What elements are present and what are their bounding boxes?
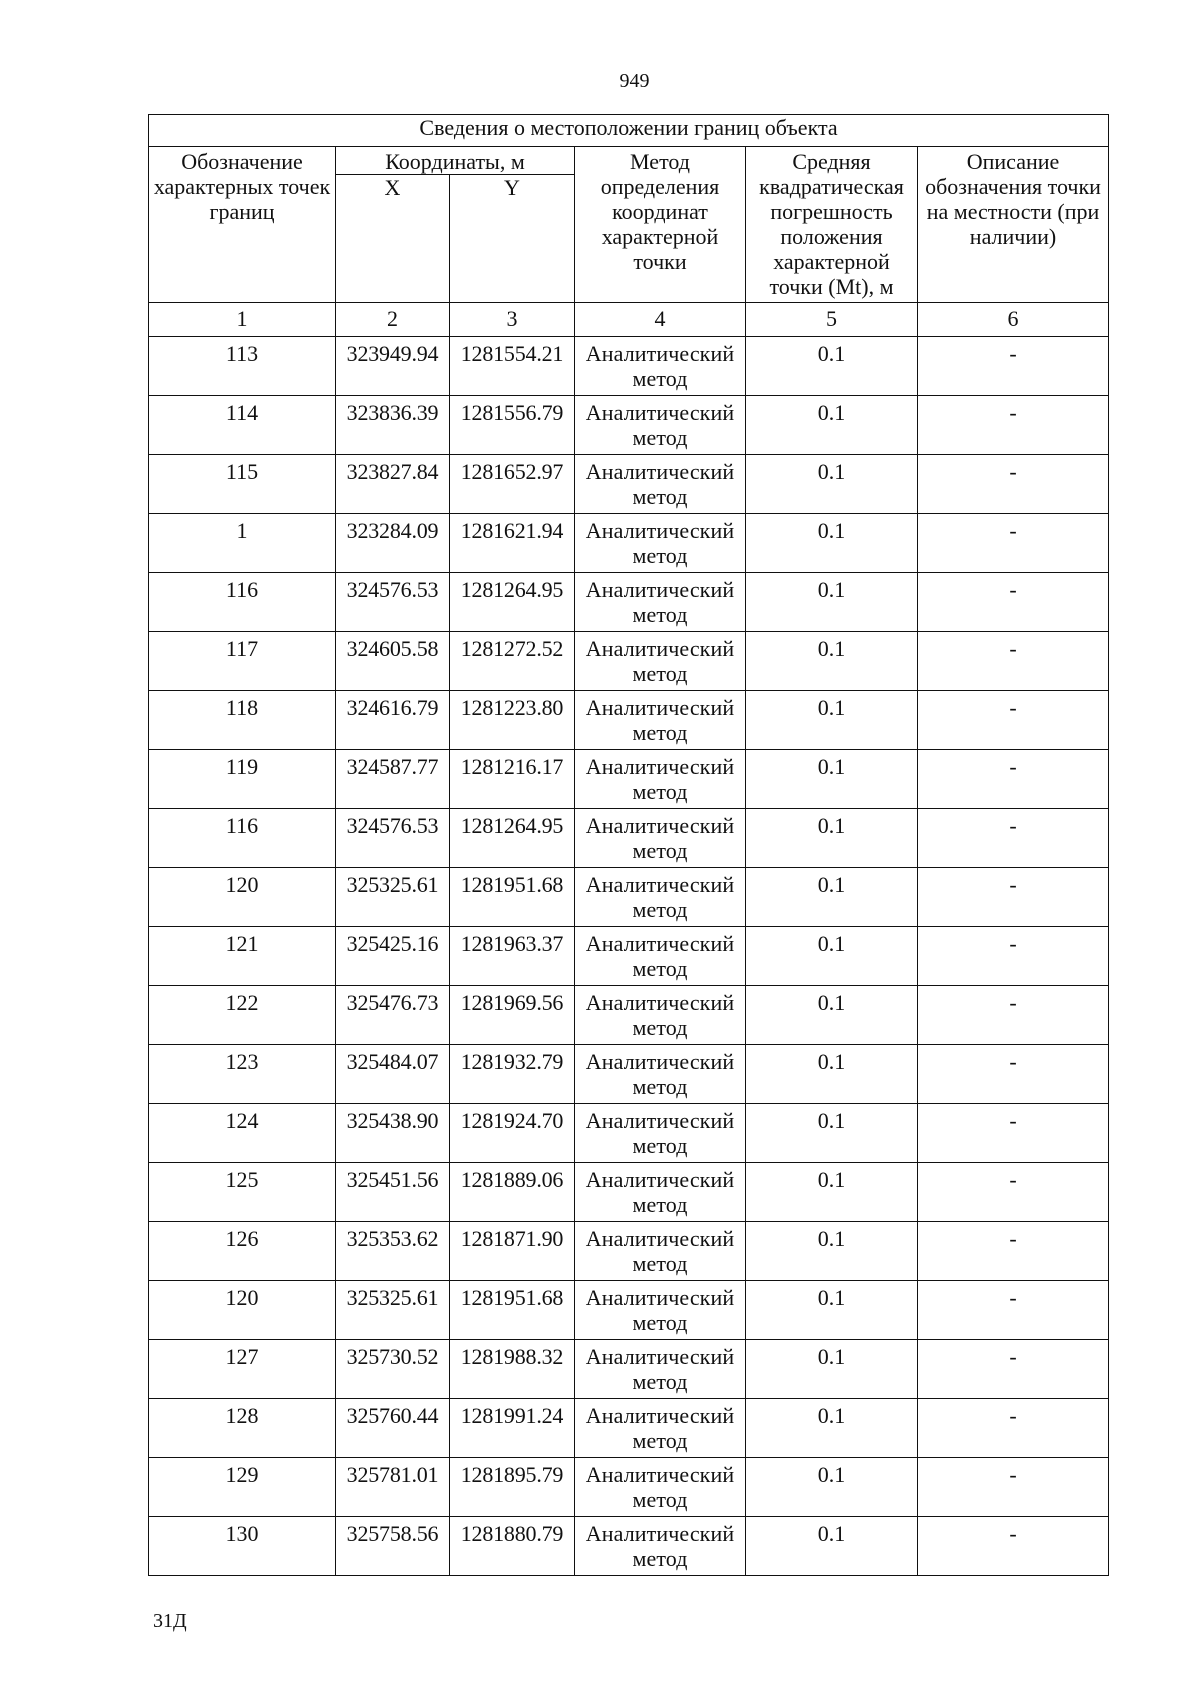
point-id-cell: 119: [149, 750, 336, 809]
x-coordinate-cell: 325484.07: [336, 1045, 450, 1104]
method-cell: Аналитический метод: [575, 396, 746, 455]
y-coordinate-cell: 1281621.94: [450, 514, 575, 573]
y-coordinate-cell: 1281963.37: [450, 927, 575, 986]
table-row: [149, 573, 1109, 632]
method-cell: Аналитический метод: [575, 1340, 746, 1399]
description-cell: -: [918, 986, 1109, 1045]
footer-code: 31Д: [153, 1610, 187, 1632]
column-number: 3: [450, 303, 575, 337]
point-id-cell: 125: [149, 1163, 336, 1222]
x-coordinate-cell: 325760.44: [336, 1399, 450, 1458]
table-body: [149, 115, 1109, 1576]
description-cell: -: [918, 1399, 1109, 1458]
y-coordinate-cell: 1281932.79: [450, 1045, 575, 1104]
error-cell: 0.1: [746, 396, 918, 455]
method-cell: Аналитический метод: [575, 1281, 746, 1340]
description-cell: -: [918, 455, 1109, 514]
x-coordinate-cell: 325476.73: [336, 986, 450, 1045]
table-row: [149, 1163, 1109, 1222]
error-cell: 0.1: [746, 514, 918, 573]
description-cell: -: [918, 1045, 1109, 1104]
table-row: [149, 1399, 1109, 1458]
table-row: [149, 632, 1109, 691]
point-id-cell: 120: [149, 1281, 336, 1340]
table-row: [149, 1458, 1109, 1517]
description-cell: -: [918, 1104, 1109, 1163]
error-cell: 0.1: [746, 573, 918, 632]
description-cell: -: [918, 1458, 1109, 1517]
table-row: [149, 514, 1109, 573]
table-caption: Сведения о местоположении границ объекта: [149, 115, 1109, 147]
x-coordinate-cell: 324576.53: [336, 573, 450, 632]
header-error: Средняя квадратическая погрешность положения характерной точки (Mt), м: [746, 147, 918, 303]
x-coordinate-cell: 324605.58: [336, 632, 450, 691]
method-cell: Аналитический метод: [575, 455, 746, 514]
description-cell: -: [918, 868, 1109, 927]
table-row: [149, 337, 1109, 396]
y-coordinate-cell: 1281652.97: [450, 455, 575, 514]
point-id-cell: 124: [149, 1104, 336, 1163]
column-number: 2: [336, 303, 450, 337]
error-cell: 0.1: [746, 632, 918, 691]
y-coordinate-cell: 1281264.95: [450, 809, 575, 868]
method-cell: Аналитический метод: [575, 1104, 746, 1163]
column-number: 6: [918, 303, 1109, 337]
method-cell: Аналитический метод: [575, 927, 746, 986]
description-cell: -: [918, 1340, 1109, 1399]
error-cell: 0.1: [746, 868, 918, 927]
method-cell: Аналитический метод: [575, 750, 746, 809]
point-id-cell: 120: [149, 868, 336, 927]
error-cell: 0.1: [746, 986, 918, 1045]
y-coordinate-cell: 1281951.68: [450, 868, 575, 927]
method-cell: Аналитический метод: [575, 1517, 746, 1576]
column-number: 5: [746, 303, 918, 337]
table-row: [149, 1045, 1109, 1104]
point-id-cell: 122: [149, 986, 336, 1045]
x-coordinate-cell: 325781.01: [336, 1458, 450, 1517]
header-description: Описание обозначения точки на местности (при наличии): [918, 147, 1109, 303]
description-cell: -: [918, 573, 1109, 632]
header-method: Метод определения координат характерной точки: [575, 147, 746, 303]
description-cell: -: [918, 927, 1109, 986]
point-id-cell: 126: [149, 1222, 336, 1281]
table-row: [149, 1517, 1109, 1576]
method-cell: Аналитический метод: [575, 1045, 746, 1104]
method-cell: Аналитический метод: [575, 1458, 746, 1517]
y-coordinate-cell: 1281969.56: [450, 986, 575, 1045]
method-cell: Аналитический метод: [575, 1163, 746, 1222]
x-coordinate-cell: 325730.52: [336, 1340, 450, 1399]
x-coordinate-cell: 325325.61: [336, 1281, 450, 1340]
point-id-cell: 113: [149, 337, 336, 396]
table-row: [149, 1281, 1109, 1340]
header-x: X: [336, 175, 450, 303]
column-number: 1: [149, 303, 336, 337]
point-id-cell: 118: [149, 691, 336, 750]
point-id-cell: 115: [149, 455, 336, 514]
x-coordinate-cell: 325353.62: [336, 1222, 450, 1281]
table-row: [149, 455, 1109, 514]
table-row: [149, 396, 1109, 455]
y-coordinate-cell: 1281264.95: [450, 573, 575, 632]
point-id-cell: 130: [149, 1517, 336, 1576]
x-coordinate-cell: 323284.09: [336, 514, 450, 573]
point-id-cell: 116: [149, 809, 336, 868]
point-id-cell: 114: [149, 396, 336, 455]
y-coordinate-cell: 1281895.79: [450, 1458, 575, 1517]
description-cell: -: [918, 1517, 1109, 1576]
error-cell: 0.1: [746, 927, 918, 986]
method-cell: Аналитический метод: [575, 691, 746, 750]
x-coordinate-cell: 323836.39: [336, 396, 450, 455]
table-row: [149, 927, 1109, 986]
description-cell: -: [918, 1222, 1109, 1281]
description-cell: -: [918, 691, 1109, 750]
y-coordinate-cell: 1281556.79: [450, 396, 575, 455]
boundary-coordinates-table: [148, 114, 1109, 1576]
error-cell: 0.1: [746, 1222, 918, 1281]
description-cell: -: [918, 1163, 1109, 1222]
column-number-row: [149, 303, 1109, 337]
x-coordinate-cell: 323827.84: [336, 455, 450, 514]
method-cell: Аналитический метод: [575, 1399, 746, 1458]
error-cell: 0.1: [746, 809, 918, 868]
method-cell: Аналитический метод: [575, 809, 746, 868]
method-cell: Аналитический метод: [575, 1222, 746, 1281]
table-row: [149, 1104, 1109, 1163]
y-coordinate-cell: 1281889.06: [450, 1163, 575, 1222]
column-number: 4: [575, 303, 746, 337]
y-coordinate-cell: 1281880.79: [450, 1517, 575, 1576]
table-row: [149, 1222, 1109, 1281]
table-row: [149, 868, 1109, 927]
method-cell: Аналитический метод: [575, 986, 746, 1045]
point-id-cell: 129: [149, 1458, 336, 1517]
error-cell: 0.1: [746, 1104, 918, 1163]
x-coordinate-cell: 325438.90: [336, 1104, 450, 1163]
error-cell: 0.1: [746, 1399, 918, 1458]
point-id-cell: 1: [149, 514, 336, 573]
x-coordinate-cell: 323949.94: [336, 337, 450, 396]
description-cell: -: [918, 396, 1109, 455]
description-cell: -: [918, 750, 1109, 809]
point-id-cell: 123: [149, 1045, 336, 1104]
x-coordinate-cell: 324576.53: [336, 809, 450, 868]
point-id-cell: 127: [149, 1340, 336, 1399]
x-coordinate-cell: 325758.56: [336, 1517, 450, 1576]
x-coordinate-cell: 325425.16: [336, 927, 450, 986]
point-id-cell: 128: [149, 1399, 336, 1458]
error-cell: 0.1: [746, 1458, 918, 1517]
point-id-cell: 116: [149, 573, 336, 632]
method-cell: Аналитический метод: [575, 573, 746, 632]
y-coordinate-cell: 1281223.80: [450, 691, 575, 750]
error-cell: 0.1: [746, 1045, 918, 1104]
description-cell: -: [918, 632, 1109, 691]
y-coordinate-cell: 1281272.52: [450, 632, 575, 691]
table-caption-row: [149, 115, 1109, 147]
description-cell: -: [918, 809, 1109, 868]
x-coordinate-cell: 325451.56: [336, 1163, 450, 1222]
y-coordinate-cell: 1281216.17: [450, 750, 575, 809]
header-coordinates: Координаты, м: [336, 147, 575, 175]
y-coordinate-cell: 1281871.90: [450, 1222, 575, 1281]
error-cell: 0.1: [746, 337, 918, 396]
error-cell: 0.1: [746, 1340, 918, 1399]
description-cell: -: [918, 337, 1109, 396]
y-coordinate-cell: 1281988.32: [450, 1340, 575, 1399]
y-coordinate-cell: 1281991.24: [450, 1399, 575, 1458]
header-row: [149, 147, 1109, 175]
table-row: [149, 691, 1109, 750]
error-cell: 0.1: [746, 1281, 918, 1340]
table-row: [149, 986, 1109, 1045]
error-cell: 0.1: [746, 691, 918, 750]
x-coordinate-cell: 324616.79: [336, 691, 450, 750]
error-cell: 0.1: [746, 1517, 918, 1576]
y-coordinate-cell: 1281924.70: [450, 1104, 575, 1163]
page-number: 949: [619, 70, 650, 92]
error-cell: 0.1: [746, 1163, 918, 1222]
x-coordinate-cell: 324587.77: [336, 750, 450, 809]
point-id-cell: 121: [149, 927, 336, 986]
method-cell: Аналитический метод: [575, 868, 746, 927]
description-cell: -: [918, 514, 1109, 573]
y-coordinate-cell: 1281554.21: [450, 337, 575, 396]
method-cell: Аналитический метод: [575, 337, 746, 396]
error-cell: 0.1: [746, 750, 918, 809]
table-row: [149, 1340, 1109, 1399]
table-row: [149, 809, 1109, 868]
header-designation: Обозначение характерных точек границ: [149, 147, 336, 303]
header-y: Y: [450, 175, 575, 303]
y-coordinate-cell: 1281951.68: [450, 1281, 575, 1340]
error-cell: 0.1: [746, 455, 918, 514]
x-coordinate-cell: 325325.61: [336, 868, 450, 927]
description-cell: -: [918, 1281, 1109, 1340]
point-id-cell: 117: [149, 632, 336, 691]
method-cell: Аналитический метод: [575, 514, 746, 573]
table-row: [149, 750, 1109, 809]
method-cell: Аналитический метод: [575, 632, 746, 691]
